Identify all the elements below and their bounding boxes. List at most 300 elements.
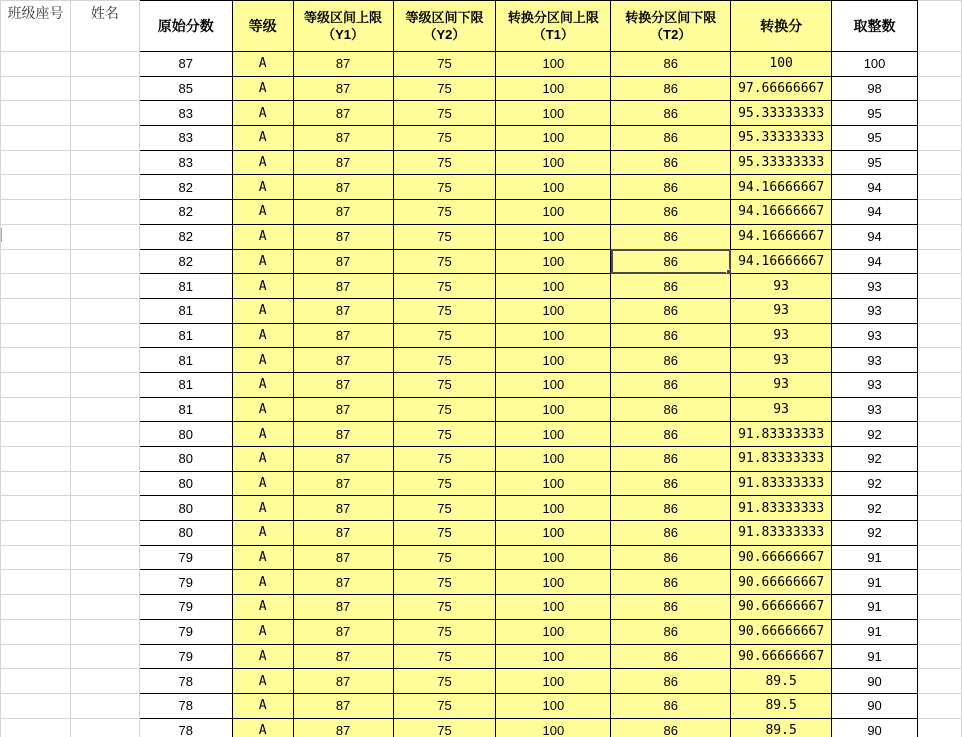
cell-empty[interactable]	[918, 224, 962, 249]
cell-empty[interactable]	[918, 644, 962, 669]
cell-converted-score[interactable]: 93	[731, 323, 832, 348]
cell-grade-upper[interactable]: 87	[293, 595, 393, 620]
header-seat[interactable]: 班级座号	[1, 1, 71, 52]
cell-name[interactable]	[70, 224, 139, 249]
cell-rounded-score[interactable]: 91	[832, 570, 918, 595]
cell-rounded-score[interactable]: 95	[832, 101, 918, 126]
cell-grade-upper[interactable]: 87	[293, 175, 393, 200]
cell-convert-lower[interactable]: 86	[611, 447, 731, 472]
cell-raw-score[interactable]: 87	[139, 52, 232, 77]
cell-empty[interactable]	[918, 693, 962, 718]
cell-grade-lower[interactable]: 75	[393, 718, 496, 737]
cell-grade[interactable]: A	[232, 323, 293, 348]
cell-converted-score[interactable]: 90.66666667	[731, 545, 832, 570]
cell-convert-upper[interactable]: 100	[496, 545, 611, 570]
cell-name[interactable]	[70, 471, 139, 496]
cell-name[interactable]	[70, 669, 139, 694]
cell-raw-score[interactable]: 80	[139, 521, 232, 546]
cell-name[interactable]	[70, 175, 139, 200]
cell-convert-upper[interactable]: 100	[496, 274, 611, 299]
cell-grade[interactable]: A	[232, 545, 293, 570]
cell-convert-upper[interactable]: 100	[496, 570, 611, 595]
cell-rounded-score[interactable]: 93	[832, 298, 918, 323]
cell-seat[interactable]	[1, 298, 71, 323]
cell-rounded-score[interactable]: 91	[832, 619, 918, 644]
cell-seat[interactable]	[1, 693, 71, 718]
cell-rounded-score[interactable]: 98	[832, 76, 918, 101]
cell-grade[interactable]: A	[232, 150, 293, 175]
cell-grade-lower[interactable]: 75	[393, 496, 496, 521]
cell-name[interactable]	[70, 323, 139, 348]
cell-rounded-score[interactable]: 91	[832, 595, 918, 620]
cell-convert-lower[interactable]: 86	[611, 570, 731, 595]
cell-seat[interactable]	[1, 570, 71, 595]
cell-raw-score[interactable]: 83	[139, 150, 232, 175]
cell-grade[interactable]: A	[232, 348, 293, 373]
cell-empty[interactable]	[918, 397, 962, 422]
cell-grade[interactable]: A	[232, 298, 293, 323]
cell-grade-upper[interactable]: 87	[293, 471, 393, 496]
cell-name[interactable]	[70, 397, 139, 422]
cell-seat[interactable]	[1, 644, 71, 669]
cell-seat[interactable]	[1, 422, 71, 447]
cell-rounded-score[interactable]: 93	[832, 274, 918, 299]
cell-grade-lower[interactable]: 75	[393, 397, 496, 422]
cell-seat[interactable]	[1, 52, 71, 77]
cell-convert-upper[interactable]: 100	[496, 595, 611, 620]
cell-converted-score[interactable]: 93	[731, 372, 832, 397]
cell-raw-score[interactable]: 81	[139, 348, 232, 373]
header-rounded-score[interactable]: 取整数	[832, 1, 918, 52]
cell-converted-score[interactable]: 100	[731, 52, 832, 77]
cell-grade-lower[interactable]: 75	[393, 249, 496, 274]
cell-name[interactable]	[70, 76, 139, 101]
cell-raw-score[interactable]: 80	[139, 447, 232, 472]
cell-seat[interactable]	[1, 447, 71, 472]
cell-grade[interactable]: A	[232, 619, 293, 644]
cell-convert-lower[interactable]: 86	[611, 718, 731, 737]
cell-seat[interactable]	[1, 150, 71, 175]
cell-convert-lower[interactable]: 86	[611, 619, 731, 644]
cell-grade[interactable]: A	[232, 52, 293, 77]
cell-converted-score[interactable]: 89.5	[731, 693, 832, 718]
cell-grade-lower[interactable]: 75	[393, 175, 496, 200]
cell-converted-score[interactable]: 90.66666667	[731, 570, 832, 595]
cell-name[interactable]	[70, 545, 139, 570]
cell-grade-upper[interactable]: 87	[293, 76, 393, 101]
cell-convert-lower[interactable]: 86	[611, 496, 731, 521]
cell-seat[interactable]	[1, 397, 71, 422]
cell-seat[interactable]	[1, 249, 71, 274]
header-raw-score[interactable]: 原始分数	[139, 1, 232, 52]
cell-empty[interactable]	[918, 496, 962, 521]
cell-grade-upper[interactable]: 87	[293, 422, 393, 447]
cell-grade[interactable]: A	[232, 249, 293, 274]
cell-empty[interactable]	[918, 447, 962, 472]
cell-grade-upper[interactable]: 87	[293, 669, 393, 694]
cell-name[interactable]	[70, 298, 139, 323]
cell-name[interactable]	[70, 718, 139, 737]
cell-convert-upper[interactable]: 100	[496, 323, 611, 348]
fill-handle[interactable]	[726, 269, 731, 274]
cell-name[interactable]	[70, 200, 139, 225]
cell-name[interactable]	[70, 101, 139, 126]
cell-raw-score[interactable]: 82	[139, 249, 232, 274]
cell-convert-upper[interactable]: 100	[496, 76, 611, 101]
cell-grade-upper[interactable]: 87	[293, 644, 393, 669]
cell-seat[interactable]	[1, 595, 71, 620]
cell-seat[interactable]	[1, 323, 71, 348]
cell-grade-lower[interactable]: 75	[393, 323, 496, 348]
cell-convert-lower[interactable]: 86	[611, 397, 731, 422]
cell-rounded-score[interactable]: 93	[832, 397, 918, 422]
cell-convert-lower[interactable]: 86	[611, 76, 731, 101]
cell-convert-lower[interactable]: 86	[611, 545, 731, 570]
cell-grade-upper[interactable]: 87	[293, 126, 393, 151]
cell-grade-upper[interactable]: 87	[293, 52, 393, 77]
header-converted-score[interactable]: 转换分	[731, 1, 832, 52]
cell-seat[interactable]	[1, 372, 71, 397]
cell-grade-lower[interactable]: 75	[393, 595, 496, 620]
cell-convert-lower[interactable]: 86	[611, 175, 731, 200]
cell-grade[interactable]: A	[232, 76, 293, 101]
cell-name[interactable]	[70, 126, 139, 151]
cell-name[interactable]	[70, 52, 139, 77]
cell-raw-score[interactable]: 79	[139, 545, 232, 570]
cell-rounded-score[interactable]: 91	[832, 545, 918, 570]
cell-converted-score[interactable]: 91.83333333	[731, 521, 832, 546]
cell-empty[interactable]	[918, 76, 962, 101]
cell-empty[interactable]	[918, 521, 962, 546]
cell-raw-score[interactable]: 82	[139, 175, 232, 200]
cell-empty[interactable]	[918, 718, 962, 737]
cell-convert-lower[interactable]: 86	[611, 595, 731, 620]
cell-convert-upper[interactable]: 100	[496, 644, 611, 669]
cell-grade-lower[interactable]: 75	[393, 76, 496, 101]
cell-empty[interactable]	[918, 200, 962, 225]
cell-raw-score[interactable]: 80	[139, 471, 232, 496]
cell-converted-score[interactable]: 93	[731, 274, 832, 299]
cell-grade[interactable]: A	[232, 397, 293, 422]
cell-name[interactable]	[70, 422, 139, 447]
cell-grade-upper[interactable]: 87	[293, 693, 393, 718]
cell-grade-upper[interactable]: 87	[293, 150, 393, 175]
cell-grade[interactable]: A	[232, 718, 293, 737]
cell-name[interactable]	[70, 447, 139, 472]
cell-grade[interactable]: A	[232, 274, 293, 299]
header-grade-lower[interactable]	[393, 1, 496, 52]
cell-empty[interactable]	[918, 545, 962, 570]
cell-name[interactable]	[70, 619, 139, 644]
cell-converted-score[interactable]: 90.66666667	[731, 619, 832, 644]
cell-grade-upper[interactable]: 87	[293, 372, 393, 397]
cell-convert-lower[interactable]: 86	[611, 693, 731, 718]
cell-empty[interactable]	[918, 619, 962, 644]
cell-seat[interactable]	[1, 669, 71, 694]
cell-raw-score[interactable]: 80	[139, 496, 232, 521]
cell-convert-upper[interactable]: 100	[496, 422, 611, 447]
cell-convert-lower[interactable]: 86	[611, 150, 731, 175]
cell-convert-upper[interactable]: 100	[496, 175, 611, 200]
cell-convert-upper[interactable]: 100	[496, 496, 611, 521]
cell-convert-lower[interactable]: 86	[611, 101, 731, 126]
cell-grade-lower[interactable]: 75	[393, 150, 496, 175]
cell-convert-lower[interactable]: 86	[611, 52, 731, 77]
cell-raw-score[interactable]: 79	[139, 595, 232, 620]
cell-grade[interactable]: A	[232, 595, 293, 620]
cell-convert-upper[interactable]: 100	[496, 447, 611, 472]
cell-convert-upper[interactable]: 100	[496, 619, 611, 644]
cell-convert-upper[interactable]: 100	[496, 52, 611, 77]
cell-grade[interactable]: A	[232, 224, 293, 249]
cell-raw-score[interactable]: 79	[139, 619, 232, 644]
cell-grade[interactable]: A	[232, 447, 293, 472]
header-empty[interactable]	[918, 1, 962, 52]
cell-convert-upper[interactable]: 100	[496, 693, 611, 718]
cell-raw-score[interactable]: 81	[139, 372, 232, 397]
cell-grade-upper[interactable]: 87	[293, 619, 393, 644]
cell-rounded-score[interactable]: 95	[832, 126, 918, 151]
cell-empty[interactable]	[918, 274, 962, 299]
cell-grade-upper[interactable]: 87	[293, 545, 393, 570]
cell-empty[interactable]	[918, 101, 962, 126]
cell-name[interactable]	[70, 348, 139, 373]
cell-empty[interactable]	[918, 249, 962, 274]
cell-grade-lower[interactable]: 75	[393, 372, 496, 397]
cell-empty[interactable]	[918, 422, 962, 447]
cell-converted-score[interactable]: 91.83333333	[731, 471, 832, 496]
cell-empty[interactable]	[918, 150, 962, 175]
cell-name[interactable]	[70, 150, 139, 175]
cell-name[interactable]	[70, 693, 139, 718]
cell-convert-upper[interactable]: 100	[496, 718, 611, 737]
cell-raw-score[interactable]: 79	[139, 644, 232, 669]
cell-convert-lower[interactable]: 86	[611, 644, 731, 669]
cell-name[interactable]	[70, 595, 139, 620]
cell-empty[interactable]	[918, 669, 962, 694]
cell-name[interactable]	[70, 249, 139, 274]
cell-convert-lower[interactable]: 86	[611, 521, 731, 546]
cell-seat[interactable]	[1, 619, 71, 644]
cell-convert-upper[interactable]: 100	[496, 669, 611, 694]
cell-converted-score[interactable]: 93	[731, 298, 832, 323]
cell-rounded-score[interactable]: 92	[832, 496, 918, 521]
cell-converted-score[interactable]: 91.83333333	[731, 422, 832, 447]
cell-name[interactable]	[70, 570, 139, 595]
cell-seat[interactable]	[1, 521, 71, 546]
header-grade-upper[interactable]	[293, 1, 393, 52]
cell-grade[interactable]: A	[232, 200, 293, 225]
cell-convert-upper[interactable]: 100	[496, 471, 611, 496]
cell-rounded-score[interactable]: 94	[832, 200, 918, 225]
cell-grade[interactable]: A	[232, 669, 293, 694]
cell-empty[interactable]	[918, 52, 962, 77]
cell-raw-score[interactable]: 81	[139, 274, 232, 299]
cell-name[interactable]	[70, 274, 139, 299]
cell-seat[interactable]	[1, 200, 71, 225]
cell-convert-lower[interactable]: 86	[611, 323, 731, 348]
cell-empty[interactable]	[918, 323, 962, 348]
cell-seat[interactable]	[1, 471, 71, 496]
cell-convert-lower[interactable]: 86	[611, 471, 731, 496]
cell-convert-lower[interactable]: 86	[611, 669, 731, 694]
cell-converted-score[interactable]: 91.83333333	[731, 496, 832, 521]
cell-rounded-score[interactable]: 93	[832, 323, 918, 348]
cell-grade[interactable]: A	[232, 471, 293, 496]
cell-converted-score[interactable]: 93	[731, 397, 832, 422]
cell-name[interactable]	[70, 644, 139, 669]
cell-raw-score[interactable]: 78	[139, 693, 232, 718]
cell-raw-score[interactable]: 82	[139, 224, 232, 249]
cell-grade[interactable]: A	[232, 175, 293, 200]
cell-rounded-score[interactable]: 94	[832, 249, 918, 274]
cell-convert-upper[interactable]: 100	[496, 348, 611, 373]
cell-seat[interactable]	[1, 545, 71, 570]
cell-grade-lower[interactable]: 75	[393, 274, 496, 299]
header-name[interactable]: 姓名	[70, 1, 139, 52]
cell-grade-lower[interactable]: 75	[393, 422, 496, 447]
cell-convert-upper[interactable]: 100	[496, 521, 611, 546]
cell-name[interactable]	[70, 521, 139, 546]
cell-rounded-score[interactable]: 92	[832, 422, 918, 447]
cell-grade-lower[interactable]: 75	[393, 348, 496, 373]
cell-grade-lower[interactable]: 75	[393, 570, 496, 595]
cell-converted-score[interactable]: 94.16666667	[731, 175, 832, 200]
cell-converted-score[interactable]: 91.83333333	[731, 447, 832, 472]
cell-raw-score[interactable]: 81	[139, 298, 232, 323]
cell-convert-lower[interactable]: 86	[611, 126, 731, 151]
cell-grade-upper[interactable]: 87	[293, 101, 393, 126]
header-convert-upper[interactable]	[496, 1, 611, 52]
cell-empty[interactable]	[918, 595, 962, 620]
cell-convert-lower[interactable]: 86	[611, 224, 731, 249]
cell-grade-upper[interactable]: 87	[293, 447, 393, 472]
cell-grade-upper[interactable]: 87	[293, 718, 393, 737]
cell-grade-lower[interactable]: 75	[393, 298, 496, 323]
cell-seat[interactable]	[1, 274, 71, 299]
cell-grade-lower[interactable]: 75	[393, 619, 496, 644]
cell-raw-score[interactable]: 83	[139, 101, 232, 126]
cell-grade-lower[interactable]: 75	[393, 693, 496, 718]
cell-seat[interactable]	[1, 718, 71, 737]
cell-grade[interactable]: A	[232, 693, 293, 718]
cell-converted-score[interactable]: 95.33333333	[731, 126, 832, 151]
cell-converted-score[interactable]: 90.66666667	[731, 595, 832, 620]
cell-convert-lower[interactable]: 86	[611, 298, 731, 323]
cell-convert-lower[interactable]: 86	[611, 274, 731, 299]
cell-raw-score[interactable]: 78	[139, 669, 232, 694]
cell-rounded-score[interactable]: 90	[832, 693, 918, 718]
cell-rounded-score[interactable]: 93	[832, 348, 918, 373]
cell-grade[interactable]: A	[232, 644, 293, 669]
cell-convert-lower[interactable]: 86	[611, 249, 731, 274]
cell-grade[interactable]: A	[232, 496, 293, 521]
cell-grade-upper[interactable]: 87	[293, 496, 393, 521]
cell-grade-lower[interactable]: 75	[393, 669, 496, 694]
cell-raw-score[interactable]: 80	[139, 422, 232, 447]
cell-seat[interactable]	[1, 224, 71, 249]
cell-grade-lower[interactable]: 75	[393, 644, 496, 669]
cell-grade-lower[interactable]: 75	[393, 521, 496, 546]
cell-grade-upper[interactable]: 87	[293, 224, 393, 249]
cell-convert-upper[interactable]: 100	[496, 397, 611, 422]
cell-rounded-score[interactable]: 94	[832, 175, 918, 200]
cell-rounded-score[interactable]: 92	[832, 471, 918, 496]
cell-converted-score[interactable]: 90.66666667	[731, 644, 832, 669]
cell-convert-upper[interactable]: 100	[496, 200, 611, 225]
cell-rounded-score[interactable]: 90	[832, 718, 918, 737]
cell-empty[interactable]	[918, 298, 962, 323]
cell-rounded-score[interactable]: 90	[832, 669, 918, 694]
cell-grade-upper[interactable]: 87	[293, 298, 393, 323]
cell-grade-lower[interactable]: 75	[393, 52, 496, 77]
cell-grade-lower[interactable]: 75	[393, 126, 496, 151]
cell-convert-lower[interactable]: 86	[611, 422, 731, 447]
cell-name[interactable]	[70, 372, 139, 397]
cell-grade-lower[interactable]: 75	[393, 545, 496, 570]
cell-convert-lower[interactable]: 86	[611, 372, 731, 397]
cell-raw-score[interactable]: 79	[139, 570, 232, 595]
cell-empty[interactable]	[918, 348, 962, 373]
header-convert-lower[interactable]	[611, 1, 731, 52]
cell-grade[interactable]: A	[232, 372, 293, 397]
cell-empty[interactable]	[918, 570, 962, 595]
cell-grade-lower[interactable]: 75	[393, 200, 496, 225]
cell-name[interactable]	[70, 496, 139, 521]
cell-convert-upper[interactable]: 100	[496, 150, 611, 175]
cell-seat[interactable]	[1, 126, 71, 151]
header-grade[interactable]: 等级	[232, 1, 293, 52]
cell-convert-upper[interactable]: 100	[496, 372, 611, 397]
cell-seat[interactable]	[1, 101, 71, 126]
cell-rounded-score[interactable]: 100	[832, 52, 918, 77]
cell-grade[interactable]: A	[232, 422, 293, 447]
cell-convert-upper[interactable]: 100	[496, 249, 611, 274]
cell-converted-score[interactable]: 94.16666667	[731, 224, 832, 249]
cell-convert-lower[interactable]: 86	[611, 200, 731, 225]
cell-grade[interactable]: A	[232, 521, 293, 546]
cell-grade-lower[interactable]: 75	[393, 224, 496, 249]
cell-grade-upper[interactable]: 87	[293, 200, 393, 225]
cell-rounded-score[interactable]: 91	[832, 644, 918, 669]
cell-empty[interactable]	[918, 471, 962, 496]
cell-seat[interactable]	[1, 496, 71, 521]
cell-grade-upper[interactable]: 87	[293, 274, 393, 299]
cell-grade-upper[interactable]: 87	[293, 570, 393, 595]
cell-rounded-score[interactable]: 93	[832, 372, 918, 397]
cell-grade-upper[interactable]: 87	[293, 348, 393, 373]
cell-grade-upper[interactable]: 87	[293, 323, 393, 348]
cell-empty[interactable]	[918, 126, 962, 151]
cell-grade[interactable]: A	[232, 101, 293, 126]
cell-grade-upper[interactable]: 87	[293, 521, 393, 546]
cell-converted-score[interactable]: 97.66666667	[731, 76, 832, 101]
cell-converted-score[interactable]: 94.16666667	[731, 200, 832, 225]
cell-grade[interactable]: A	[232, 126, 293, 151]
cell-grade-upper[interactable]: 87	[293, 249, 393, 274]
cell-raw-score[interactable]: 82	[139, 200, 232, 225]
cell-raw-score[interactable]: 81	[139, 323, 232, 348]
cell-converted-score[interactable]: 95.33333333	[731, 101, 832, 126]
cell-rounded-score[interactable]: 92	[832, 447, 918, 472]
cell-raw-score[interactable]: 81	[139, 397, 232, 422]
cell-grade-lower[interactable]: 75	[393, 447, 496, 472]
cell-converted-score[interactable]: 94.16666667	[731, 249, 832, 274]
cell-converted-score[interactable]: 93	[731, 348, 832, 373]
cell-grade-upper[interactable]: 87	[293, 397, 393, 422]
cell-rounded-score[interactable]: 92	[832, 521, 918, 546]
cell-grade-lower[interactable]: 75	[393, 101, 496, 126]
